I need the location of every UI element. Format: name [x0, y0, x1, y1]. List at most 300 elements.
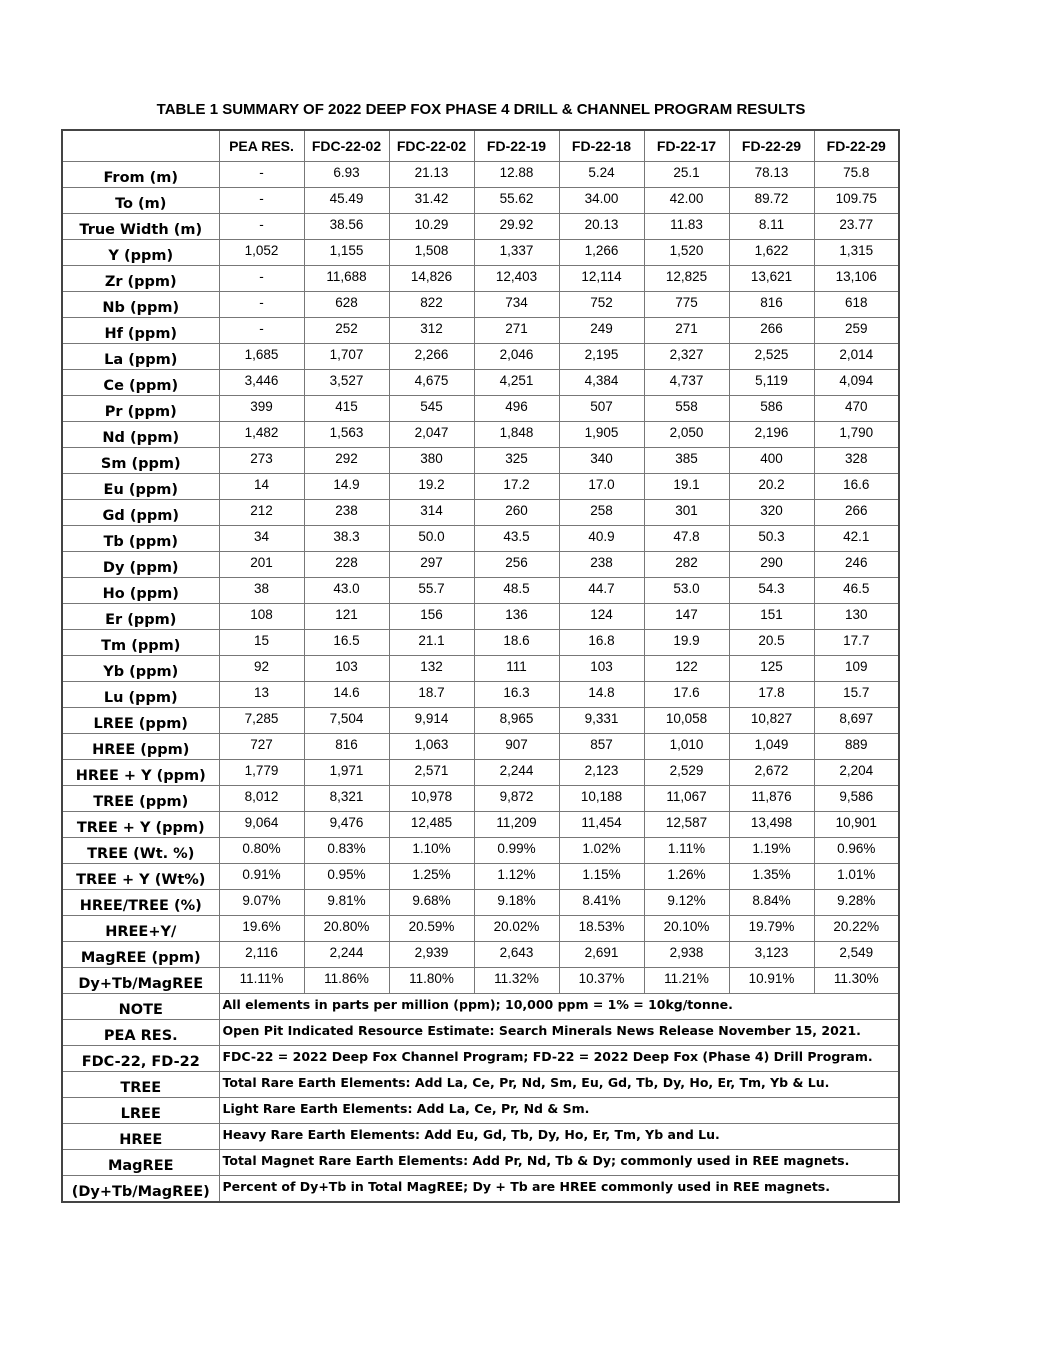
data-cell: 889 [814, 734, 899, 760]
note-row [62, 1150, 899, 1176]
table-row [62, 214, 899, 240]
data-cell: 328 [814, 448, 899, 474]
data-cell: 9.12% [644, 890, 729, 916]
data-cell: 11.11% [219, 968, 304, 994]
data-cell: 34 [219, 526, 304, 552]
data-cell: 55.62 [474, 188, 559, 214]
data-cell: 775 [644, 292, 729, 318]
data-cell: 20.10% [644, 916, 729, 942]
data-cell: 8,697 [814, 708, 899, 734]
row-label: Zr (ppm) [62, 266, 219, 292]
row-label: True Width (m) [62, 214, 219, 240]
row-label: Ce (ppm) [62, 370, 219, 396]
data-cell: 246 [814, 552, 899, 578]
data-cell: 132 [389, 656, 474, 682]
note-text: Light Rare Earth Elements: Add La, Ce, Pr, Nd & Sm. [219, 1098, 899, 1124]
data-cell: 136 [474, 604, 559, 630]
data-cell: 10,188 [559, 786, 644, 812]
data-cell: 1.26% [644, 864, 729, 890]
note-label: LREE [62, 1098, 219, 1124]
table-title: TABLE 1 SUMMARY OF 2022 DEEP FOX PHASE 4 DRILL & CHANNEL PROGRAM RESULTS [156, 101, 806, 118]
data-cell: 1,790 [814, 422, 899, 448]
data-cell: 1,622 [729, 240, 814, 266]
data-cell: 151 [729, 604, 814, 630]
data-cell: 44.7 [559, 578, 644, 604]
data-cell: 2,204 [814, 760, 899, 786]
data-cell: 8.41% [559, 890, 644, 916]
data-cell: 314 [389, 500, 474, 526]
data-cell: 38.3 [304, 526, 389, 552]
data-cell: 92 [219, 656, 304, 682]
data-cell: 11,876 [729, 786, 814, 812]
data-cell: 48.5 [474, 578, 559, 604]
data-cell: 2,244 [474, 760, 559, 786]
note-text: Open Pit Indicated Resource Estimate: Search Minerals News Release November 15, 2021. [219, 1020, 899, 1046]
data-cell: 2,047 [389, 422, 474, 448]
data-cell: 55.7 [389, 578, 474, 604]
table-row [62, 526, 899, 552]
note-row [62, 1046, 899, 1072]
table-row [62, 188, 899, 214]
data-cell: 15 [219, 630, 304, 656]
data-cell: 11.80% [389, 968, 474, 994]
data-cell: 415 [304, 396, 389, 422]
row-label: TREE (ppm) [62, 786, 219, 812]
data-cell: 121 [304, 604, 389, 630]
data-cell: 6.93 [304, 162, 389, 188]
data-cell: 271 [474, 318, 559, 344]
data-cell: 89.72 [729, 188, 814, 214]
row-label: Dy (ppm) [62, 552, 219, 578]
data-cell: 822 [389, 292, 474, 318]
data-cell: 3,446 [219, 370, 304, 396]
data-cell: 9.68% [389, 890, 474, 916]
data-cell: 258 [559, 500, 644, 526]
table-row [62, 682, 899, 708]
row-label: Gd (ppm) [62, 500, 219, 526]
data-cell: 10.29 [389, 214, 474, 240]
data-cell: 10,827 [729, 708, 814, 734]
data-cell: 12,403 [474, 266, 559, 292]
data-cell: 18.6 [474, 630, 559, 656]
data-cell: 252 [304, 318, 389, 344]
data-cell: 1,010 [644, 734, 729, 760]
data-cell: 10,901 [814, 812, 899, 838]
row-label: MagREE (ppm) [62, 942, 219, 968]
data-cell: - [219, 162, 304, 188]
note-text: FDC-22 = 2022 Deep Fox Channel Program; FD-22 = 2022 Deep Fox (Phase 4) Drill Program. [219, 1046, 899, 1072]
data-cell: - [219, 214, 304, 240]
data-cell: 103 [304, 656, 389, 682]
data-cell: 16.5 [304, 630, 389, 656]
data-cell: 11.30% [814, 968, 899, 994]
data-cell: 103 [559, 656, 644, 682]
data-cell: 111 [474, 656, 559, 682]
data-cell: 12,587 [644, 812, 729, 838]
data-cell: 9.28% [814, 890, 899, 916]
row-label: To (m) [62, 188, 219, 214]
row-label: Lu (ppm) [62, 682, 219, 708]
data-cell: 1,685 [219, 344, 304, 370]
table-row [62, 344, 899, 370]
data-cell: 2,195 [559, 344, 644, 370]
data-cell: 45.49 [304, 188, 389, 214]
data-cell: 42.1 [814, 526, 899, 552]
table-row [62, 448, 899, 474]
data-cell: 271 [644, 318, 729, 344]
note-label: HREE [62, 1124, 219, 1150]
data-cell: 19.1 [644, 474, 729, 500]
data-cell: 9.18% [474, 890, 559, 916]
data-cell: 12,485 [389, 812, 474, 838]
data-cell: 2,116 [219, 942, 304, 968]
data-cell: 13 [219, 682, 304, 708]
row-label: Hf (ppm) [62, 318, 219, 344]
column-header: FD-22-19 [474, 130, 559, 162]
data-cell: 297 [389, 552, 474, 578]
data-cell: 1.11% [644, 838, 729, 864]
data-cell: 727 [219, 734, 304, 760]
data-cell: 2,938 [644, 942, 729, 968]
row-label: Eu (ppm) [62, 474, 219, 500]
data-cell: 14.6 [304, 682, 389, 708]
note-text: Total Rare Earth Elements: Add La, Ce, Pr, Nd, Sm, Eu, Gd, Tb, Dy, Ho, Er, Tm, Yb & Lu. [219, 1072, 899, 1098]
data-cell: 1,905 [559, 422, 644, 448]
data-cell: 558 [644, 396, 729, 422]
data-cell: 2,046 [474, 344, 559, 370]
data-cell: 256 [474, 552, 559, 578]
data-cell: 10,058 [644, 708, 729, 734]
note-row [62, 994, 899, 1020]
data-cell: 11,067 [644, 786, 729, 812]
data-cell: 108 [219, 604, 304, 630]
data-cell: 1.19% [729, 838, 814, 864]
table-row [62, 734, 899, 760]
column-header: FDC-22-02 [389, 130, 474, 162]
table-row [62, 370, 899, 396]
data-cell: 20.59% [389, 916, 474, 942]
data-cell: 14 [219, 474, 304, 500]
data-cell: 14,826 [389, 266, 474, 292]
data-cell: 9.81% [304, 890, 389, 916]
data-cell: 0.83% [304, 838, 389, 864]
data-cell: 4,675 [389, 370, 474, 396]
data-cell: 1,155 [304, 240, 389, 266]
data-cell: - [219, 318, 304, 344]
data-cell: 0.91% [219, 864, 304, 890]
table-row [62, 240, 899, 266]
table-row [62, 578, 899, 604]
data-cell: 11.32% [474, 968, 559, 994]
data-cell: 20.22% [814, 916, 899, 942]
data-cell: 2,525 [729, 344, 814, 370]
data-cell: 50.0 [389, 526, 474, 552]
data-cell: 618 [814, 292, 899, 318]
note-text: All elements in parts per million (ppm); 10,000 ppm = 1% = 10kg/tonne. [219, 994, 899, 1020]
data-cell: 2,672 [729, 760, 814, 786]
data-cell: 238 [304, 500, 389, 526]
table-row [62, 786, 899, 812]
data-cell: 40.9 [559, 526, 644, 552]
data-cell: 734 [474, 292, 559, 318]
data-cell: 19.6% [219, 916, 304, 942]
column-header: FD-22-17 [644, 130, 729, 162]
data-cell: 20.80% [304, 916, 389, 942]
data-cell: 11.21% [644, 968, 729, 994]
data-cell: 11,688 [304, 266, 389, 292]
data-cell: 628 [304, 292, 389, 318]
data-cell: 18.53% [559, 916, 644, 942]
row-label: HREE + Y (ppm) [62, 760, 219, 786]
data-cell: 12,114 [559, 266, 644, 292]
data-cell: 266 [814, 500, 899, 526]
table-row [62, 968, 899, 994]
data-cell: 20.5 [729, 630, 814, 656]
data-cell: 50.3 [729, 526, 814, 552]
data-cell: 34.00 [559, 188, 644, 214]
data-cell: 1.12% [474, 864, 559, 890]
column-header: FD-22-29 [729, 130, 814, 162]
data-cell: 2,327 [644, 344, 729, 370]
data-cell: 19.9 [644, 630, 729, 656]
note-row [62, 1072, 899, 1098]
data-cell: 8.11 [729, 214, 814, 240]
data-cell: 13,498 [729, 812, 814, 838]
table-row [62, 890, 899, 916]
data-cell: 8,012 [219, 786, 304, 812]
data-cell: - [219, 266, 304, 292]
data-cell: 2,691 [559, 942, 644, 968]
data-cell: 1.01% [814, 864, 899, 890]
data-cell: 124 [559, 604, 644, 630]
data-cell: - [219, 292, 304, 318]
data-cell: 1.02% [559, 838, 644, 864]
data-cell: 1,520 [644, 240, 729, 266]
data-cell: 2,244 [304, 942, 389, 968]
data-cell: 0.99% [474, 838, 559, 864]
data-cell: 301 [644, 500, 729, 526]
data-cell: 340 [559, 448, 644, 474]
data-cell: 1.35% [729, 864, 814, 890]
data-cell: 46.5 [814, 578, 899, 604]
data-cell: 17.7 [814, 630, 899, 656]
data-cell: 816 [304, 734, 389, 760]
row-label: LREE (ppm) [62, 708, 219, 734]
data-cell: 2,643 [474, 942, 559, 968]
data-cell: 228 [304, 552, 389, 578]
data-cell: 12.88 [474, 162, 559, 188]
row-label: Ho (ppm) [62, 578, 219, 604]
data-cell: 15.7 [814, 682, 899, 708]
row-label: TREE (Wt. %) [62, 838, 219, 864]
data-cell: 4,384 [559, 370, 644, 396]
data-cell: 266 [729, 318, 814, 344]
data-cell: 9,476 [304, 812, 389, 838]
data-cell: 10,978 [389, 786, 474, 812]
table-row [62, 162, 899, 188]
data-cell: 2,123 [559, 760, 644, 786]
note-row [62, 1098, 899, 1124]
note-label: NOTE [62, 994, 219, 1020]
data-cell: 11,209 [474, 812, 559, 838]
data-cell: 399 [219, 396, 304, 422]
table-row [62, 500, 899, 526]
data-cell: 2,196 [729, 422, 814, 448]
data-cell: 212 [219, 500, 304, 526]
data-cell: 14.9 [304, 474, 389, 500]
table-row [62, 318, 899, 344]
data-cell: 3,527 [304, 370, 389, 396]
note-label: PEA RES. [62, 1020, 219, 1046]
data-cell: 385 [644, 448, 729, 474]
data-cell: 11.83 [644, 214, 729, 240]
column-header: FD-22-29 [814, 130, 899, 162]
note-text: Percent of Dy+Tb in Total MagREE; Dy + Tb are HREE commonly used in REE magnets. [219, 1176, 899, 1203]
data-cell: 19.79% [729, 916, 814, 942]
data-cell: 23.77 [814, 214, 899, 240]
data-cell: 7,504 [304, 708, 389, 734]
data-cell: 21.13 [389, 162, 474, 188]
data-cell: 2,014 [814, 344, 899, 370]
header-corner-cell [62, 130, 219, 162]
data-cell: 125 [729, 656, 814, 682]
data-cell: 8,965 [474, 708, 559, 734]
data-cell: 0.96% [814, 838, 899, 864]
data-cell: 38 [219, 578, 304, 604]
data-cell: 2,050 [644, 422, 729, 448]
note-label: (Dy+Tb/MagREE) [62, 1176, 219, 1203]
note-label: MagREE [62, 1150, 219, 1176]
row-label: From (m) [62, 162, 219, 188]
data-cell: 816 [729, 292, 814, 318]
data-cell: - [219, 188, 304, 214]
data-cell: 1,707 [304, 344, 389, 370]
data-cell: 1,482 [219, 422, 304, 448]
data-cell: 20.2 [729, 474, 814, 500]
data-cell: 857 [559, 734, 644, 760]
row-label: Tb (ppm) [62, 526, 219, 552]
data-cell: 20.02% [474, 916, 559, 942]
note-label: TREE [62, 1072, 219, 1098]
data-cell: 156 [389, 604, 474, 630]
data-cell: 109.75 [814, 188, 899, 214]
data-cell: 42.00 [644, 188, 729, 214]
data-cell: 238 [559, 552, 644, 578]
data-cell: 1,063 [389, 734, 474, 760]
row-label: Pr (ppm) [62, 396, 219, 422]
data-cell: 5,119 [729, 370, 814, 396]
data-cell: 109 [814, 656, 899, 682]
table-row [62, 916, 899, 942]
data-cell: 907 [474, 734, 559, 760]
data-cell: 1,315 [814, 240, 899, 266]
data-cell: 2,529 [644, 760, 729, 786]
data-cell: 29.92 [474, 214, 559, 240]
data-cell: 17.2 [474, 474, 559, 500]
data-cell: 10.37% [559, 968, 644, 994]
row-label: Yb (ppm) [62, 656, 219, 682]
data-cell: 1,049 [729, 734, 814, 760]
row-label: TREE + Y (Wt%) [62, 864, 219, 890]
data-cell: 470 [814, 396, 899, 422]
data-cell: 2,571 [389, 760, 474, 786]
row-label: Dy+Tb/MagREE [62, 968, 219, 994]
data-cell: 7,285 [219, 708, 304, 734]
data-cell: 11.86% [304, 968, 389, 994]
results-table [61, 129, 900, 1203]
note-text: Heavy Rare Earth Elements: Add Eu, Gd, Tb, Dy, Ho, Er, Tm, Yb and Lu. [219, 1124, 899, 1150]
data-cell: 1.15% [559, 864, 644, 890]
data-cell: 9.07% [219, 890, 304, 916]
note-row [62, 1176, 899, 1203]
data-cell: 282 [644, 552, 729, 578]
data-cell: 201 [219, 552, 304, 578]
table-row [62, 422, 899, 448]
data-cell: 10.91% [729, 968, 814, 994]
data-cell: 31.42 [389, 188, 474, 214]
column-header: FDC-22-02 [304, 130, 389, 162]
data-cell: 2,549 [814, 942, 899, 968]
table-row [62, 708, 899, 734]
table-row [62, 838, 899, 864]
data-cell: 5.24 [559, 162, 644, 188]
data-cell: 16.8 [559, 630, 644, 656]
table-row [62, 396, 899, 422]
data-cell: 25.1 [644, 162, 729, 188]
data-cell: 3,123 [729, 942, 814, 968]
header-row [62, 130, 899, 162]
data-cell: 4,251 [474, 370, 559, 396]
data-cell: 312 [389, 318, 474, 344]
data-cell: 2,266 [389, 344, 474, 370]
data-cell: 1,563 [304, 422, 389, 448]
data-cell: 380 [389, 448, 474, 474]
data-cell: 1,971 [304, 760, 389, 786]
data-cell: 325 [474, 448, 559, 474]
data-cell: 17.8 [729, 682, 814, 708]
data-cell: 17.6 [644, 682, 729, 708]
column-header: FD-22-18 [559, 130, 644, 162]
row-label: HREE (ppm) [62, 734, 219, 760]
row-label: Nd (ppm) [62, 422, 219, 448]
data-cell: 14.8 [559, 682, 644, 708]
data-cell: 752 [559, 292, 644, 318]
data-cell: 292 [304, 448, 389, 474]
table-row [62, 266, 899, 292]
table-row [62, 760, 899, 786]
table-row [62, 864, 899, 890]
data-cell: 1,052 [219, 240, 304, 266]
table-row [62, 604, 899, 630]
data-cell: 12,825 [644, 266, 729, 292]
data-cell: 1,779 [219, 760, 304, 786]
row-label: TREE + Y (ppm) [62, 812, 219, 838]
data-cell: 9,586 [814, 786, 899, 812]
data-cell: 249 [559, 318, 644, 344]
column-header: PEA RES. [219, 130, 304, 162]
row-label: HREE+Y/ [62, 916, 219, 942]
table-row [62, 630, 899, 656]
data-cell: 19.2 [389, 474, 474, 500]
note-row [62, 1020, 899, 1046]
data-cell: 122 [644, 656, 729, 682]
table-row [62, 942, 899, 968]
data-cell: 47.8 [644, 526, 729, 552]
data-cell: 507 [559, 396, 644, 422]
data-cell: 38.56 [304, 214, 389, 240]
data-cell: 586 [729, 396, 814, 422]
data-cell: 43.5 [474, 526, 559, 552]
